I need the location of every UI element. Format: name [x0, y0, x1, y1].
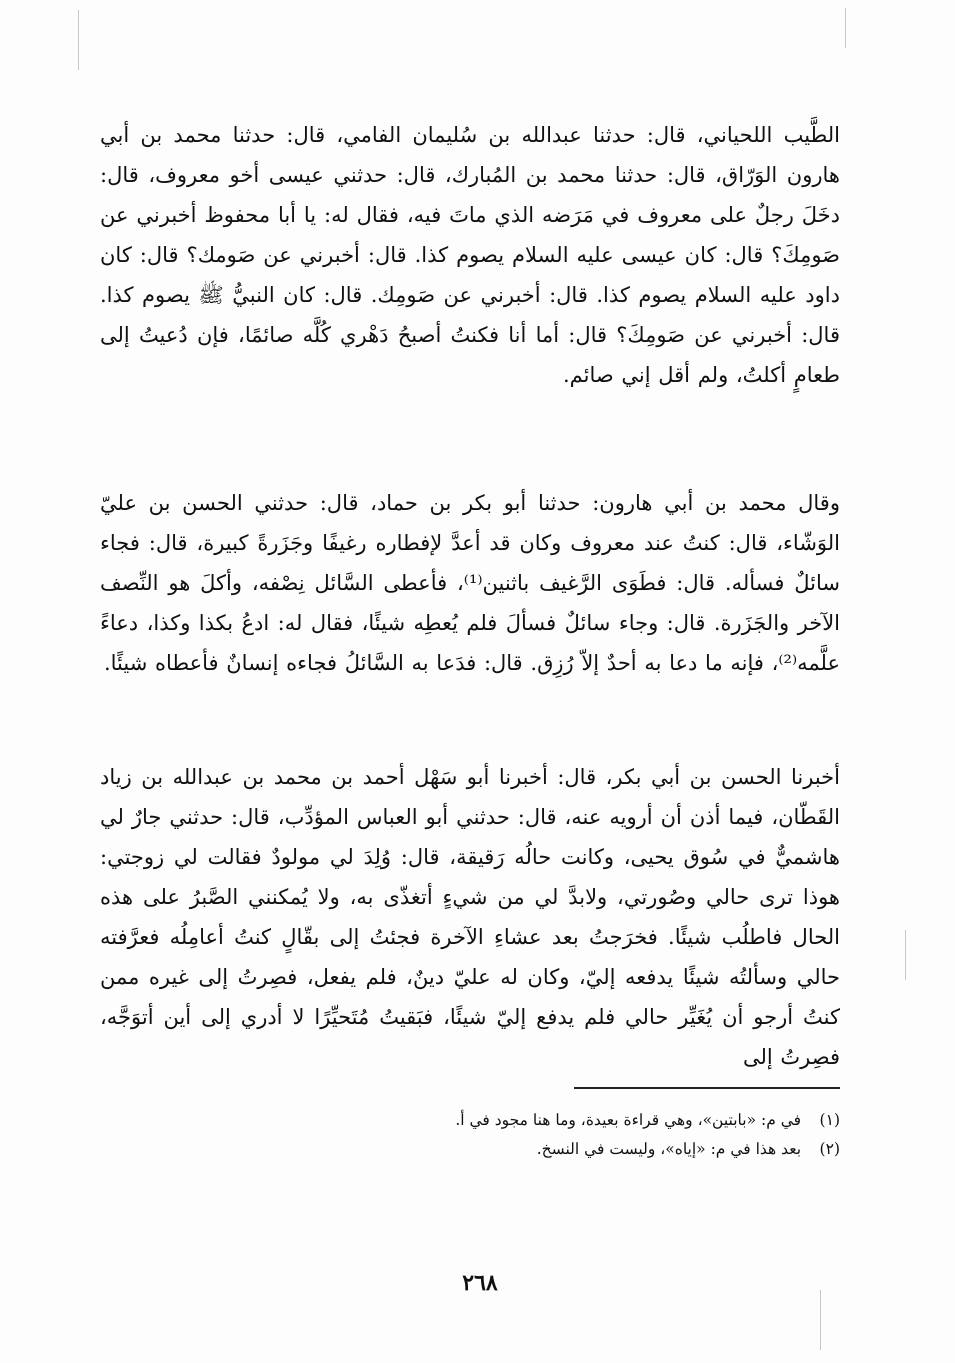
- scan-mark: [78, 10, 79, 70]
- paragraph-2: وقال محمد بن أبي هارون: حدثنا أبو بكر بن حماد، قال: حدثني الحسن بن عليّ الوَشّاء، قال: كنتُ عند معروف وكان قد أعدَّ لإفطاره رغيفًا وجَزَرةً كبيرة، قال: فجاء سائلٌ فسأله. قال: فطَوَى الرَّغيف باثنين⁽¹⁾، فأعطى السَّائل نِصْفه، وأكلَ هو النِّصف الآخر والجَزَرة. قال: وجاء سائلٌ فسألَ فلم يُعطِه شيئًا، فقال له: ادعُ بكذا وكذا، دعاءً علَّمه⁽²⁾، فإنه ما دعا به أحدٌ إلاّ رُزِق. قال: فدَعا به السَّائلُ فجاءه إنسانٌ فأعطاه شيئًا.: [100, 491, 840, 675]
- footnote-text: في م: «بابتين»، وهي قراءة بعيدة، وما هنا مجود في أ.: [455, 1111, 802, 1129]
- footnotes: [330, 1106, 840, 1164]
- paragraph-3: أخبرنا الحسن بن أبي بكر، قال: أخبرنا أبو سَهْل أحمد بن محمد بن عبدالله بن زياد القَطّان، فيما أذن أن أرويه عنه، قال: حدثني أبو العباس المؤدِّب، قال: حدثني جارٌ لي هاشميٌّ في سُوق يحيى، وكانت حالُه رَقيقة، قال: وُلِدَ لي مولودٌ فقالت لي زوجتي: هوذا ترى حالي وصُورتي، ولابدَّ لي من شيءٍ أتغذّى به، ولا يُمكنني الصَّبرُ على هذه الحال فاطلُب شيئًا. فخرَجتُ بعد عشاءِ الآخرة فجئتُ إلى بقّالٍ كنتُ أعامِلُه فعرَّفته حالي وسألتُه شيئًا يدفعه إليّ، وكان له عليّ دينٌ، فلم يفعل، فصِرتُ إلى غيره ممن كنتُ أرجو أن يُغَيِّر حالي فلم يدفع إليّ شيئًا، فبَقيتُ مُتَحيِّرًا لا أدري إلى أين أتوَجَّه، فصِرتُ إلى: [100, 765, 840, 1069]
- page-number: ٢٦٨: [462, 1270, 498, 1296]
- footnote-1: [330, 1106, 840, 1135]
- footnote-number: (٢): [819, 1140, 840, 1158]
- paragraph-1: الطَّيب اللحياني، قال: حدثنا عبدالله بن سُليمان الفامي، قال: حدثنا محمد بن أبي هارون الوَرّاق، قال: حدثنا محمد بن المُبارك، قال: حدثني عيسى أخو معروف، قال: دخَلَ رجلٌ على معروف في مَرَضه الذي ماتَ فيه، فقال له: يا أبا محفوظ أخبرني عن صَومِكَ؟ قال: كان عيسى عليه السلام يصوم كذا. قال: أخبرني عن صَومك؟ قال: كان داود عليه السلام يصوم كذا. قال: أخبرني عن صَومِك. قال: كان النبيُّ ﷺ يصوم كذا. قال: أخبرني عن صَومِكَ؟ قال: أما أنا فكنتُ أصبحُ دَهْري كُلَّه صائمًا، فإن دُعيتُ إلى طعامٍ أكلتُ، ولم أقل إني صائم.: [100, 123, 840, 387]
- scan-mark: [845, 8, 846, 48]
- footnote-text: بعد هذا في م: «إياه»، وليست في النسخ.: [536, 1140, 802, 1158]
- footnote-separator: [574, 1087, 840, 1089]
- scan-mark: [905, 930, 906, 980]
- footnote-number: (١): [819, 1111, 840, 1129]
- scan-mark: [820, 1290, 821, 1350]
- footnote-2: [330, 1135, 840, 1164]
